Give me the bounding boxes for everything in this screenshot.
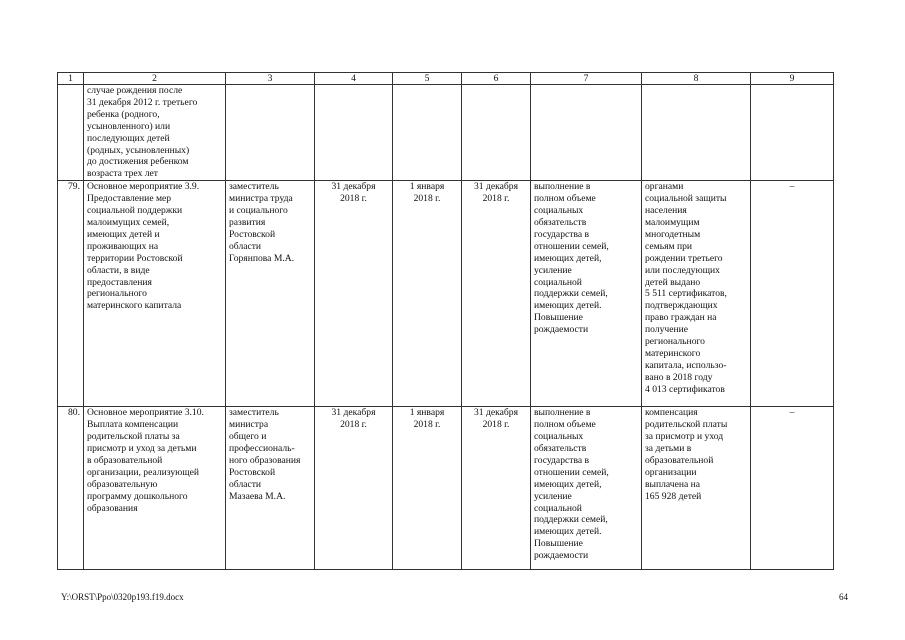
table-row bbox=[58, 407, 834, 570]
cell-measure: Основное мероприятие 3.9. Предоставление мер социальной поддержки малоимущих семей, имеющих детей и проживающих на территории Ростовской области, в виде предоставления регионального материнского капитала bbox=[84, 181, 226, 407]
page-number: 64 bbox=[839, 592, 848, 602]
cell-plan-end: 31 декабря 2018 г. bbox=[315, 181, 393, 407]
cell-problems: – bbox=[751, 181, 834, 407]
cell-problems: – bbox=[751, 407, 834, 570]
cell-fact-start: 1 января 2018 г. bbox=[393, 181, 462, 407]
footer-file-path: Y:\ORST\Ppo\0320p193.f19.docx bbox=[61, 592, 184, 602]
column-number: 2 bbox=[84, 73, 226, 85]
column-number: 5 bbox=[393, 73, 462, 85]
cell-measure: Основное мероприятие 3.10. Выплата компенсации родительской платы за присмотр и уход за детьми в образовательной организации, реализующей образовательную программу дошкольного образования bbox=[84, 407, 226, 570]
column-number: 3 bbox=[226, 73, 315, 85]
cell-fact-end: 31 декабря 2018 г. bbox=[462, 407, 531, 570]
cell-number bbox=[58, 85, 84, 181]
cell-problems bbox=[751, 85, 834, 181]
cell-actual-result bbox=[642, 85, 751, 181]
report-table bbox=[57, 72, 834, 570]
cell-number: 79. bbox=[58, 181, 84, 407]
table-row bbox=[58, 181, 834, 407]
cell-responsible bbox=[226, 85, 315, 181]
cell-planned-result: выполнение в полном объеме социальных обязательств государства в отношении семей, имеющих детей, усиление социальной поддержки семей, имеющих детей. Повышение рождаемости bbox=[531, 181, 642, 407]
cell-fact-start bbox=[393, 85, 462, 181]
cell-actual-result: компенсация родительской платы за присмотр и уход за детьми в образовательной организации выплачена на 165 928 детей bbox=[642, 407, 751, 570]
cell-plan-end: 31 декабря 2018 г. bbox=[315, 407, 393, 570]
cell-number: 80. bbox=[58, 407, 84, 570]
cell-measure: случае рождения после 31 декабря 2012 г. третьего ребенка (родного, усыновленного) или последующих детей (родных, усыновленных) до достижения ребенком возраста трех лет bbox=[84, 85, 226, 181]
column-number: 1 bbox=[58, 73, 84, 85]
cell-plan-end bbox=[315, 85, 393, 181]
cell-actual-result: органами социальной защиты населения малоимущим многодетным семьям при рождении третьего или последующих детей выдано 5 511 сертификатов, подтверждающих право граждан на получение регионального материнского капитала, использо- вано в 2018 году 4 013 сертификатов bbox=[642, 181, 751, 407]
table-row-continuation bbox=[58, 85, 834, 181]
cell-responsible: заместитель министра труда и социального развития Ростовской области Горянпова М.А. bbox=[226, 181, 315, 407]
cell-responsible: заместитель министра общего и профессиональ- ного образования Ростовской области Мазаева М.А. bbox=[226, 407, 315, 570]
cell-fact-end: 31 декабря 2018 г. bbox=[462, 181, 531, 407]
column-number: 8 bbox=[642, 73, 751, 85]
column-number: 9 bbox=[751, 73, 834, 85]
column-number-row bbox=[58, 73, 834, 85]
cell-planned-result bbox=[531, 85, 642, 181]
cell-fact-start: 1 января 2018 г. bbox=[393, 407, 462, 570]
column-number: 6 bbox=[462, 73, 531, 85]
cell-planned-result: выполнение в полном объеме социальных обязательств государства в отношении семей, имеющих детей, усиление социальной поддержки семей, имеющих детей. Повышение рождаемости bbox=[531, 407, 642, 570]
cell-fact-end bbox=[462, 85, 531, 181]
column-number: 4 bbox=[315, 73, 393, 85]
column-number: 7 bbox=[531, 73, 642, 85]
